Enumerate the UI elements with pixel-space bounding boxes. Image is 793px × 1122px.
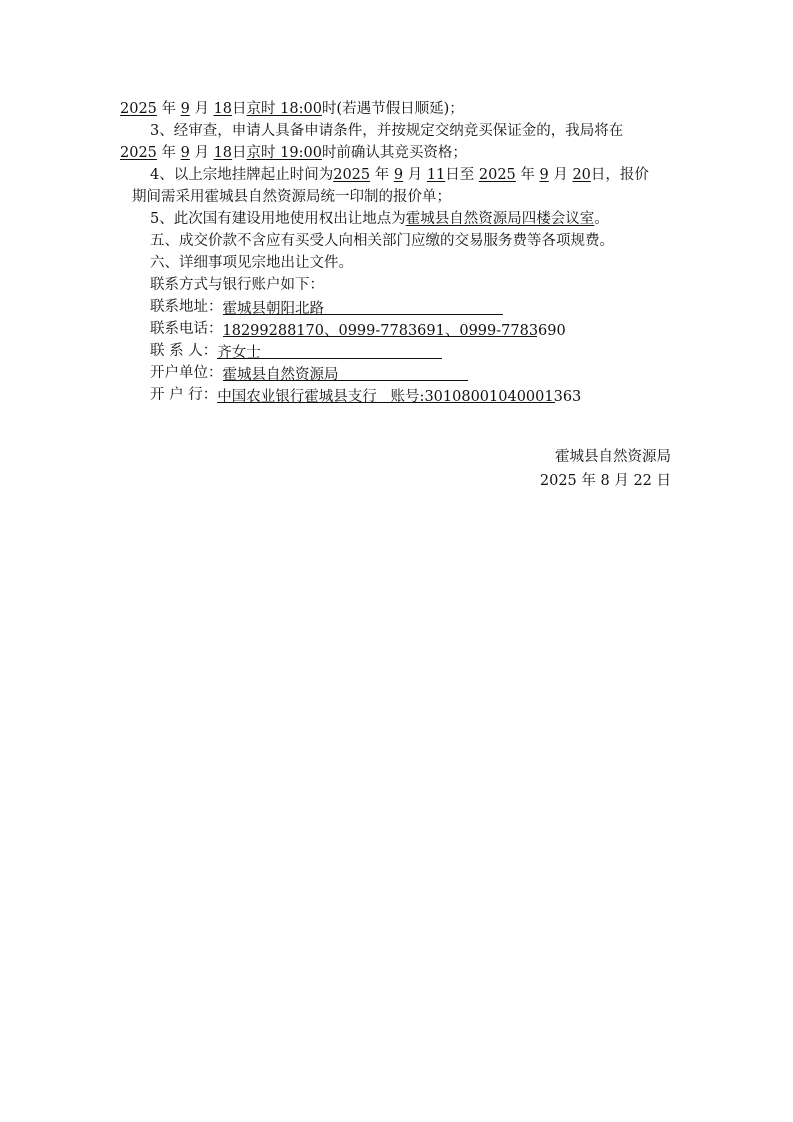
item-5-line xyxy=(150,208,710,230)
year-unit: 年 xyxy=(161,101,177,117)
item-five: 五、成交价款不含应有买受人向相关部门应缴的交易服务费等各项规费。 xyxy=(150,233,614,249)
account-label: 账号: xyxy=(390,389,425,405)
start-month: 9 xyxy=(393,167,404,183)
phone-fill xyxy=(222,320,566,339)
month-unit: 月 xyxy=(194,101,209,117)
year: 2025 xyxy=(120,101,157,117)
unit-value: 霍城县自然资源局 xyxy=(222,367,339,383)
item-3-line-1: 3、经审查，申请人具备申请条件，并按规定交纳竞买保证金的，我局将在 xyxy=(150,123,624,139)
day-unit: 日 xyxy=(232,145,247,161)
year-unit: 年 xyxy=(520,167,535,183)
month: 9 xyxy=(180,101,190,117)
deadline-line xyxy=(120,98,680,120)
venue: 霍城县自然资源局四楼会议室 xyxy=(405,211,595,227)
time: 京时 19:00 xyxy=(246,145,322,161)
contact-person-row xyxy=(150,340,710,362)
contact-phone-row xyxy=(150,318,710,340)
item-3-line-2 xyxy=(120,142,680,164)
time-unit: 时前确认其竞买资格； xyxy=(321,145,467,161)
end-year: 2025 xyxy=(478,167,516,183)
time: 京时 18:00 xyxy=(246,101,322,117)
contact-bank-row xyxy=(150,384,710,406)
time-unit: 时(若遇节假日顺延)； xyxy=(321,101,464,117)
person-fill xyxy=(217,342,442,359)
day-unit: 日至 xyxy=(445,167,475,183)
item-six: 六、详细事项见宗地出让文件。 xyxy=(150,255,353,271)
unit-label: 开户单位： xyxy=(150,365,223,381)
end-month: 9 xyxy=(539,167,549,183)
address-fill xyxy=(223,298,503,315)
start-day: 11 xyxy=(426,167,446,183)
address-value: 霍城县朝阳北路 xyxy=(222,301,324,317)
bank-label: 开 户 行： xyxy=(150,387,218,403)
unit-fill xyxy=(223,364,468,381)
item-4-text: 4、以上宗地挂牌起止时间为 xyxy=(150,167,334,183)
end-day: 20 xyxy=(572,167,591,183)
year-unit: 年 xyxy=(161,145,177,161)
item-4-line-2: 期间需采用霍城县自然资源局统一印制的报价单； xyxy=(132,189,451,205)
address-label: 联系地址： xyxy=(150,299,223,315)
month-unit: 月 xyxy=(553,167,568,183)
bank-fill xyxy=(217,386,582,405)
phone-value: 18299288170、0999-7783691、0999-7783690 xyxy=(222,323,566,339)
person-value: 齐女士 xyxy=(217,345,261,361)
item-4-line-1 xyxy=(150,164,710,186)
year: 2025 xyxy=(120,145,157,161)
phone-label: 联系电话： xyxy=(150,321,223,337)
contact-intro: 联系方式与银行账户如下： xyxy=(150,277,324,293)
signature-date: 2025 年 8 月 22 日 xyxy=(539,473,671,489)
day: 18 xyxy=(213,101,233,117)
item-5-text: 5、此次国有建设用地使用权出让地点为 xyxy=(150,211,406,227)
person-label: 联 系 人： xyxy=(150,343,218,359)
month-unit: 月 xyxy=(194,145,209,161)
signature-org: 霍城县自然资源局 xyxy=(555,449,671,465)
account-value: 30108001040001363 xyxy=(424,389,582,405)
contact-unit-row xyxy=(150,362,710,384)
year-unit: 年 xyxy=(374,167,390,183)
bank-value: 中国农业银行霍城县支行 xyxy=(217,389,377,405)
start-year: 2025 xyxy=(333,167,371,183)
month-unit: 月 xyxy=(407,167,423,183)
month: 9 xyxy=(180,145,190,161)
day: 18 xyxy=(213,145,233,161)
period: 。 xyxy=(594,211,609,227)
day-unit: 日，报价 xyxy=(590,167,649,183)
contact-address-row xyxy=(150,296,710,318)
day-unit: 日 xyxy=(232,101,247,117)
